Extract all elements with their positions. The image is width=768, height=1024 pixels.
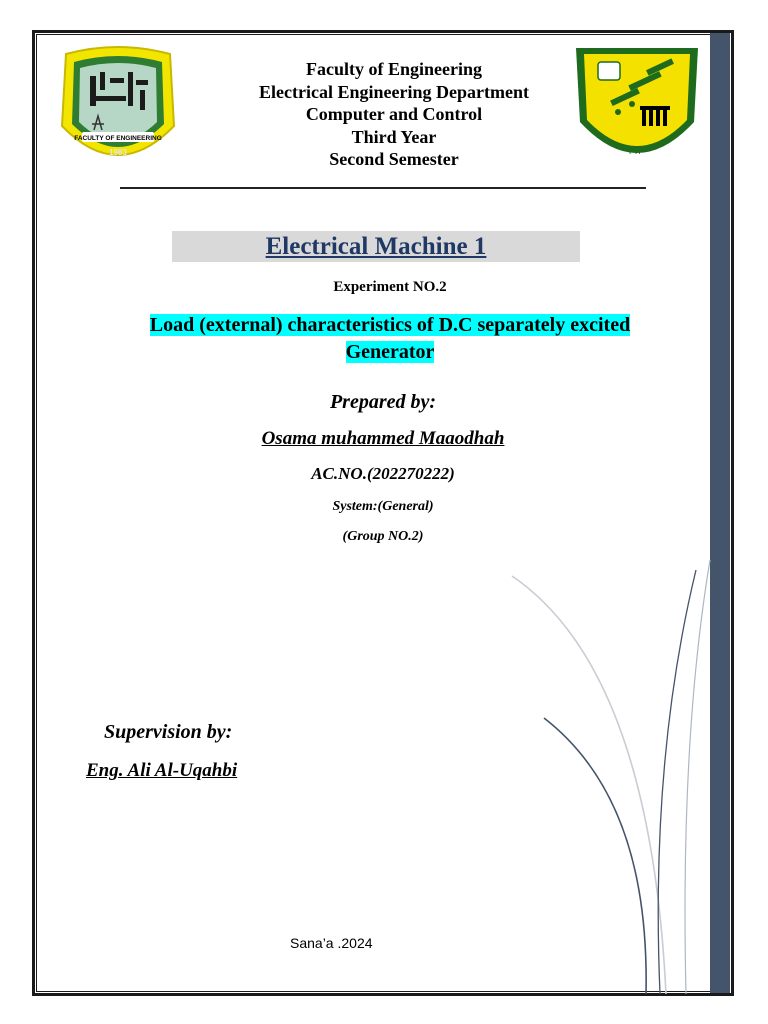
academic-number: AC.NO.(202270222) xyxy=(311,464,455,483)
faculty-logo-icon xyxy=(56,46,180,176)
author-name: Osama muhammed Maaodhah xyxy=(261,428,505,449)
header-department: Electrical Engineering Department xyxy=(259,81,529,102)
experiment-number: Experiment NO.2 xyxy=(333,279,447,295)
faculty-logo-text: FACULTY OF ENGINEERING xyxy=(74,135,162,142)
group-number: (Group NO.2) xyxy=(342,529,424,544)
place-and-date: Sana’a .2024 xyxy=(290,935,373,951)
subtitle-line-1: Load (external) characteristics of D.C separately excited xyxy=(149,314,631,336)
document-title: Electrical Machine 1 xyxy=(265,233,487,260)
university-seal-year: ١٩٧٠ xyxy=(627,147,647,157)
prepared-by-label: Prepared by: xyxy=(329,391,437,413)
header-year: Third Year xyxy=(351,126,437,147)
experiment-subtitle xyxy=(100,312,680,366)
header-divider xyxy=(120,187,646,189)
supervisor-name: Eng. Ali Al-Uqahbi xyxy=(86,760,238,781)
header-faculty: Faculty of Engineering xyxy=(306,59,482,79)
faculty-header xyxy=(180,58,608,171)
study-system: System:(General) xyxy=(332,499,434,514)
header-semester: Second Semester xyxy=(329,149,459,169)
decorative-curves xyxy=(500,560,715,994)
subtitle-line-2: Generator xyxy=(345,341,435,363)
supervision-by-label: Supervision by: xyxy=(104,721,233,743)
faculty-logo-year: 1983 xyxy=(109,148,127,157)
header-program: Computer and Control xyxy=(305,104,483,124)
title-box xyxy=(172,231,580,262)
